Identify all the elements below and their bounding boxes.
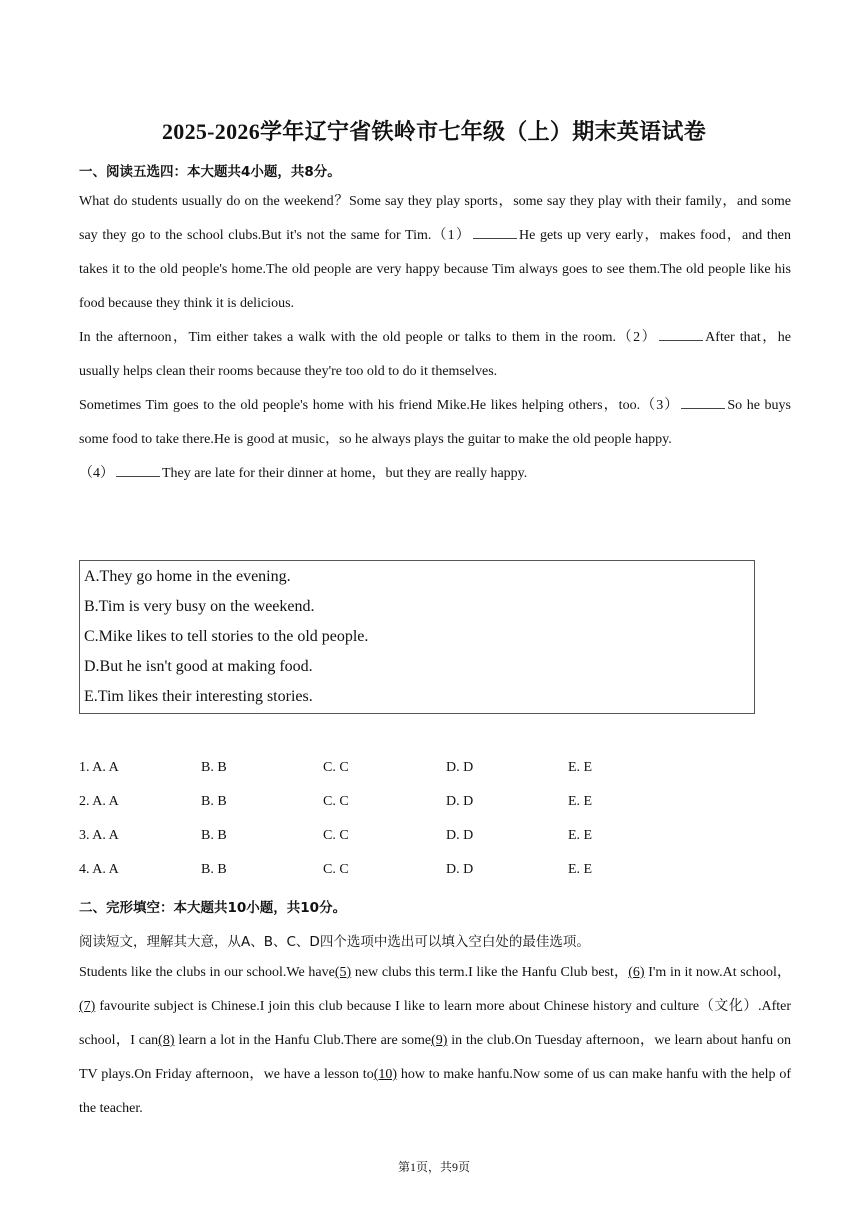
blank-10: (10) xyxy=(373,1067,398,1082)
blank-2 xyxy=(659,328,703,341)
q1-choice-d[interactable]: D. D xyxy=(446,760,474,775)
option-d: D.But he isn't good at making food. xyxy=(84,658,313,675)
page-title: 2025-2026学年辽宁省铁岭市七年级（上）期末英语试卷 xyxy=(161,119,707,144)
cloze-passage xyxy=(79,956,791,1126)
page-footer: 第1页，共9页 xyxy=(397,1160,470,1174)
question-row-3 xyxy=(79,828,779,848)
reading-passage xyxy=(79,185,791,491)
q2-choice-b[interactable]: B. B xyxy=(201,794,227,809)
q3-choice-c[interactable]: C. C xyxy=(323,828,349,843)
blank-7: (7) xyxy=(79,999,96,1014)
passage-paragraph-4: （4） They are late for their dinner at home，but they are really happy. xyxy=(79,466,528,481)
q1-choice-b[interactable]: B. B xyxy=(201,760,227,775)
question-row-1 xyxy=(79,760,779,780)
option-b: B.Tim is very busy on the weekend. xyxy=(84,598,315,615)
q3-choice-d[interactable]: D. D xyxy=(446,828,474,843)
q4-choice-b[interactable]: B. B xyxy=(201,862,227,877)
blank-5: (5) xyxy=(334,965,352,980)
q4-choice-c[interactable]: C. C xyxy=(323,862,349,877)
blank-1 xyxy=(473,226,517,239)
q3-choice-b[interactable]: B. B xyxy=(201,828,227,843)
section2-instruction: 阅读短文，理解其大意，从A、B、C、D四个选项中选出可以填入空白处的最佳选项。 xyxy=(79,934,590,950)
question-row-4 xyxy=(79,862,779,882)
options-box xyxy=(79,560,755,714)
option-e: E.Tim likes their interesting stories. xyxy=(84,688,313,705)
q1-choice-a[interactable]: 1. A. A xyxy=(79,760,119,775)
q3-choice-e[interactable]: E. E xyxy=(568,828,593,843)
section1-heading: 一、阅读五选四：本大题共4小题，共8分。 xyxy=(79,164,341,180)
passage-paragraph-2: In the afternoon，Tim either takes a walk with the old people or talks to them in the room.（2） After that，he usually helps clean their rooms because they're too old to do it themselves. xyxy=(79,330,791,379)
blank-4 xyxy=(116,464,160,477)
q2-choice-a[interactable]: 2. A. A xyxy=(79,794,119,809)
q4-choice-a[interactable]: 4. A. A xyxy=(79,862,119,877)
option-c: C.Mike likes to tell stories to the old people. xyxy=(84,628,369,645)
blank-3 xyxy=(681,396,725,409)
passage-paragraph-3: Sometimes Tim goes to the old people's home with his friend Mike.He likes helping others，too.（3） So he buys some food to take there.He is good at music，so he always plays the guitar to make the old people happy. xyxy=(79,398,791,447)
q2-choice-e[interactable]: E. E xyxy=(568,794,593,809)
q2-choice-c[interactable]: C. C xyxy=(323,794,349,809)
q4-choice-d[interactable]: D. D xyxy=(446,862,474,877)
blank-6: (6) xyxy=(628,965,645,980)
question-row-2 xyxy=(79,794,779,814)
q4-choice-e[interactable]: E. E xyxy=(568,862,593,877)
blank-8: (8) xyxy=(158,1033,175,1048)
option-a: A.They go home in the evening. xyxy=(84,568,291,585)
q1-choice-e[interactable]: E. E xyxy=(568,760,593,775)
q3-choice-a[interactable]: 3. A. A xyxy=(79,828,119,843)
q2-choice-d[interactable]: D. D xyxy=(446,794,474,809)
passage-paragraph-1: What do students usually do on the weekend？Some say they play sports，some say they play with their family，and some say they go to the school clubs.But it's not the same for Tim.（1） He gets up very early，makes food，and then takes it to the old people's home.The old people are very happy because Tim always goes to see them.The old people like his food because they think it is delicious. xyxy=(79,194,791,311)
cloze-paragraph: Students like the clubs in our school.We have(5) new clubs this term.I like the Hanfu Club best，(6) I'm in it now.At school，(7) favourite subject is Chinese.I join this club because I like to learn more about Chinese history and culture（文化）.After school，I can(8) learn a lot in the Hanfu Club.There are some(9) in the club.On Tuesday afternoon，we learn about hanfu on TV plays.On Friday afternoon，we have a lesson to(10) how to make hanfu.Now some of us can make hanfu with the help of the teacher. xyxy=(79,965,792,1116)
section2-heading: 二、完形填空：本大题共10小题，共10分。 xyxy=(79,900,347,916)
q1-choice-c[interactable]: C. C xyxy=(323,760,349,775)
blank-9: (9) xyxy=(431,1033,448,1048)
